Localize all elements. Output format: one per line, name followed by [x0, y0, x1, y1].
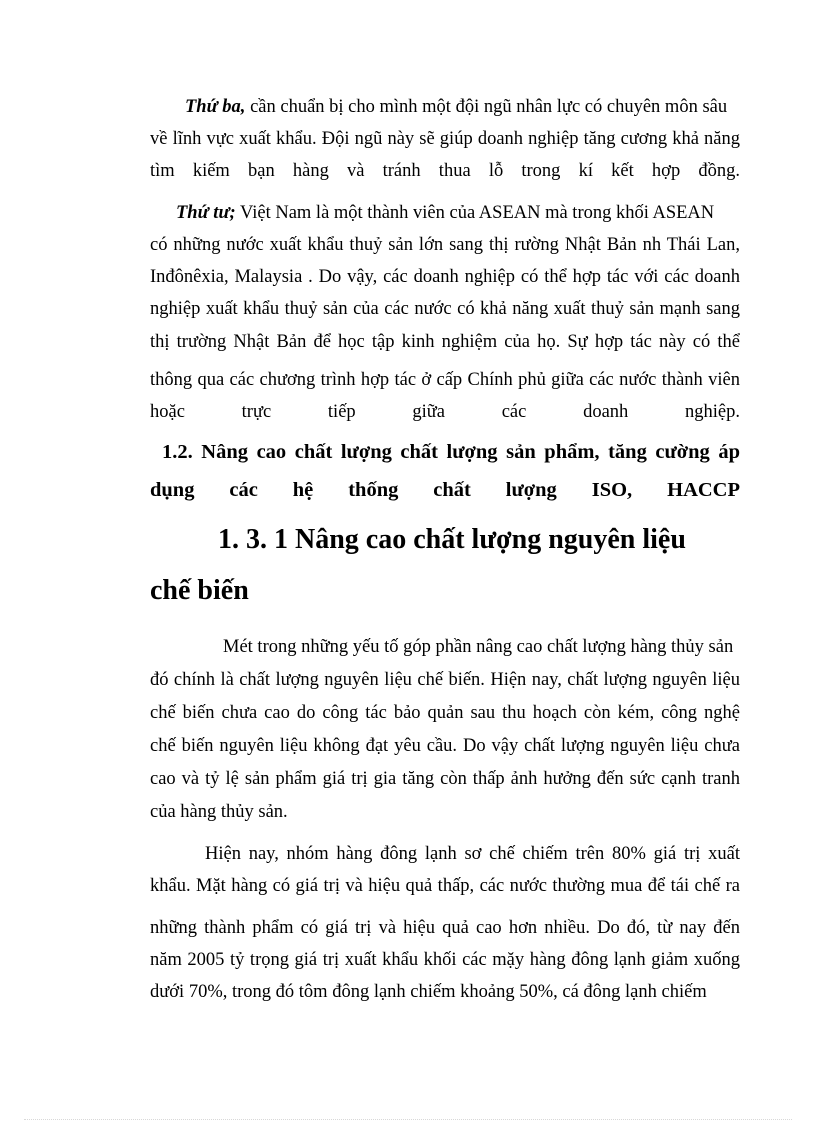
paragraph-fourth-line-1 [176, 201, 740, 225]
section-heading-1-2-line-1: 1.2. Nâng cao chất lượng chất lượng sản phẩm, tăng cường áp [162, 441, 740, 463]
paragraph-raw-line-4: chế biến nguyên liệu không đạt yêu cầu. Do vậy chất lượng nguyên liệu chưa [150, 736, 740, 756]
paragraph-fourth-line-7: hoặc trực tiếp giữa các doanh nghiệp. [150, 402, 740, 422]
paragraph-fourth-line-5: thị trường Nhật Bản để học tập kinh nghiệm của họ. Sự hợp tác này có thể [150, 332, 740, 352]
page-bottom-divider [24, 1119, 792, 1120]
paragraph-fourth-lead: Thứ tư; [176, 203, 236, 223]
paragraph-fourth-line-4: nghiệp xuất khẩu thuỷ sản của các nước có khả năng xuất thuỷ sản mạnh sang [150, 299, 740, 319]
section-heading-1-3-1-line-2: chế biến [150, 575, 249, 606]
paragraph-raw-line-5: cao và tỷ lệ sản phẩm giá trị gia tăng còn thấp ảnh hưởng đến sức cạnh tranh [150, 769, 740, 789]
paragraph-third-lead: Thứ ba, [185, 97, 246, 117]
section-heading-1-3-1-line-1: 1. 3. 1 Nâng cao chất lượng nguyên liệu [218, 524, 686, 555]
paragraph-raw-line-6: của hàng thủy sản. [150, 802, 288, 822]
paragraph-third-line-1 [185, 95, 740, 119]
paragraph-frozen-line-3: những thành phẩm có giá trị và hiệu quả cao hơn nhiều. Do đó, từ nay đến [150, 918, 740, 938]
section-heading-1-2-line-2: dụng các hệ thống chất lượng ISO, HACCP [150, 479, 740, 501]
paragraph-fourth-text: Việt Nam là một thành viên của ASEAN mà trong khối ASEAN [235, 203, 715, 223]
paragraph-raw-line-1: Mét trong những yếu tố góp phần nâng cao chất lượng hàng thủy sản [223, 637, 734, 657]
paragraph-raw-line-2: đó chính là chất lượng nguyên liệu chế biến. Hiện nay, chất lượng nguyên liệu [150, 670, 740, 690]
paragraph-fourth-line-2: có những nước xuất khẩu thuỷ sản lớn sang thị rường Nhật Bản nh Thái Lan, [150, 235, 740, 255]
paragraph-frozen-line-1: Hiện nay, nhóm hàng đông lạnh sơ chế chiếm trên 80% giá trị xuất [205, 844, 740, 864]
paragraph-frozen-line-2: khẩu. Mặt hàng có giá trị và hiệu quả thấp, các nước thường mua để tái chế ra [150, 876, 740, 896]
paragraph-frozen-line-5: dưới 70%, trong đó tôm đông lạnh chiếm khoảng 50%, cá đông lạnh chiếm [150, 982, 707, 1002]
paragraph-third-text: cần chuẩn bị cho mình một đội ngũ nhân lực có chuyên môn sâu [245, 97, 728, 117]
paragraph-third-line-3: tìm kiếm bạn hàng và tránh thua lỗ trong kí kết hợp đồng. [150, 161, 740, 181]
paragraph-frozen-line-4: năm 2005 tỷ trọng giá trị xuất khẩu khối các mặy hàng đông lạnh giảm xuống [150, 950, 740, 970]
paragraph-third-line-2: về lĩnh vực xuất khẩu. Đội ngũ này sẽ giúp doanh nghiệp tăng cương khả năng [150, 129, 740, 149]
paragraph-fourth-line-6: thông qua các chương trình hợp tác ở cấp Chính phủ giữa các nước thành viên [150, 370, 740, 390]
paragraph-raw-line-3: chế biến chưa cao do công tác bảo quản sau thu hoạch còn kém, công nghệ [150, 703, 740, 723]
paragraph-fourth-line-3: Inđônêxia, Malaysia . Do vậy, các doanh nghiệp có thể hợp tác với các doanh [150, 267, 740, 287]
